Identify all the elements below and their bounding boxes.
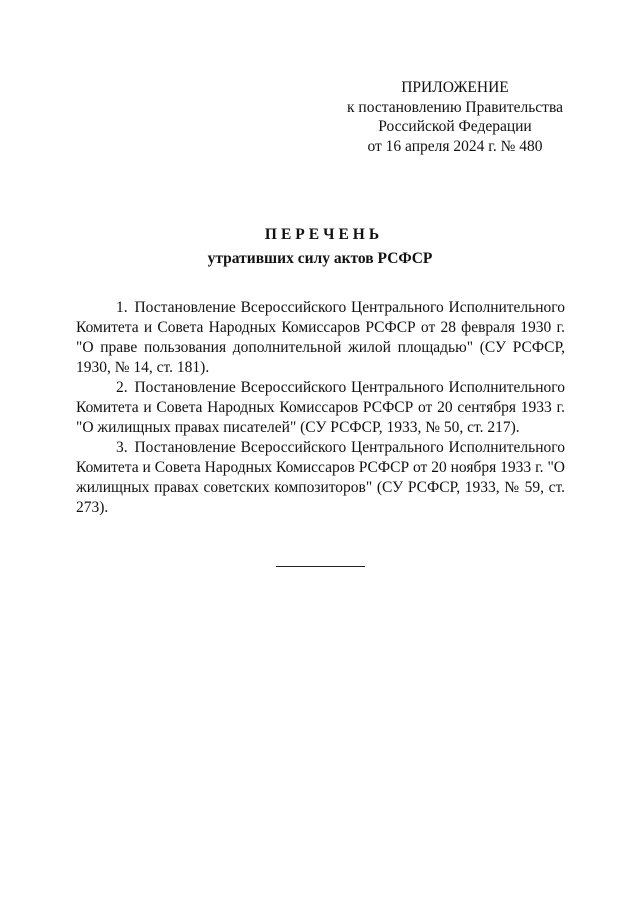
list-item-text: Постановление Всероссийского Центрального Исполнительного Комитета и Совета Народных Комиссаров РСФСР от 20 ноября 1933 г. "О жилищных правах советских композиторов" (СУ РСФСР, 1933, № 59, ст. 273). — [76, 439, 566, 516]
list-item-text: Постановление Всероссийского Центрального Исполнительного Комитета и Совета Народных Комиссаров РСФСР от 20 сентября 1933 г. "О жилищных правах писателей" (СУ РСФСР, 1933, № 50, ст. 217). — [76, 379, 566, 436]
list-item-number: 1. — [116, 299, 128, 316]
list-item — [76, 298, 565, 378]
appendix-federation-line: Российской Федерации — [378, 118, 532, 135]
list-item-number: 3. — [116, 439, 128, 456]
list-item — [76, 438, 565, 518]
appendix-block — [330, 78, 580, 156]
list-item — [76, 378, 565, 438]
appendix-resolution-line: к постановлению Правительства — [347, 98, 563, 116]
list-item-number: 2. — [116, 379, 128, 396]
end-separator-line — [276, 566, 365, 567]
document-subtitle: утративших силу актов РСФСР — [207, 250, 433, 267]
acts-list — [76, 298, 565, 518]
list-item-text: Постановление Всероссийского Центрального Исполнительного Комитета и Совета Народных Комиссаров РСФСР от 28 февраля 1930 г. "О праве пользования дополнительной жилой площадью" (СУ РСФСР, 1930, № 14, ст. 181). — [76, 299, 566, 376]
appendix-date-line: от 16 апреля 2024 г. № 480 — [367, 137, 543, 155]
document-title: ПЕРЕЧЕНЬ — [264, 226, 384, 243]
appendix-label: ПРИЛОЖЕНИЕ — [401, 79, 509, 96]
